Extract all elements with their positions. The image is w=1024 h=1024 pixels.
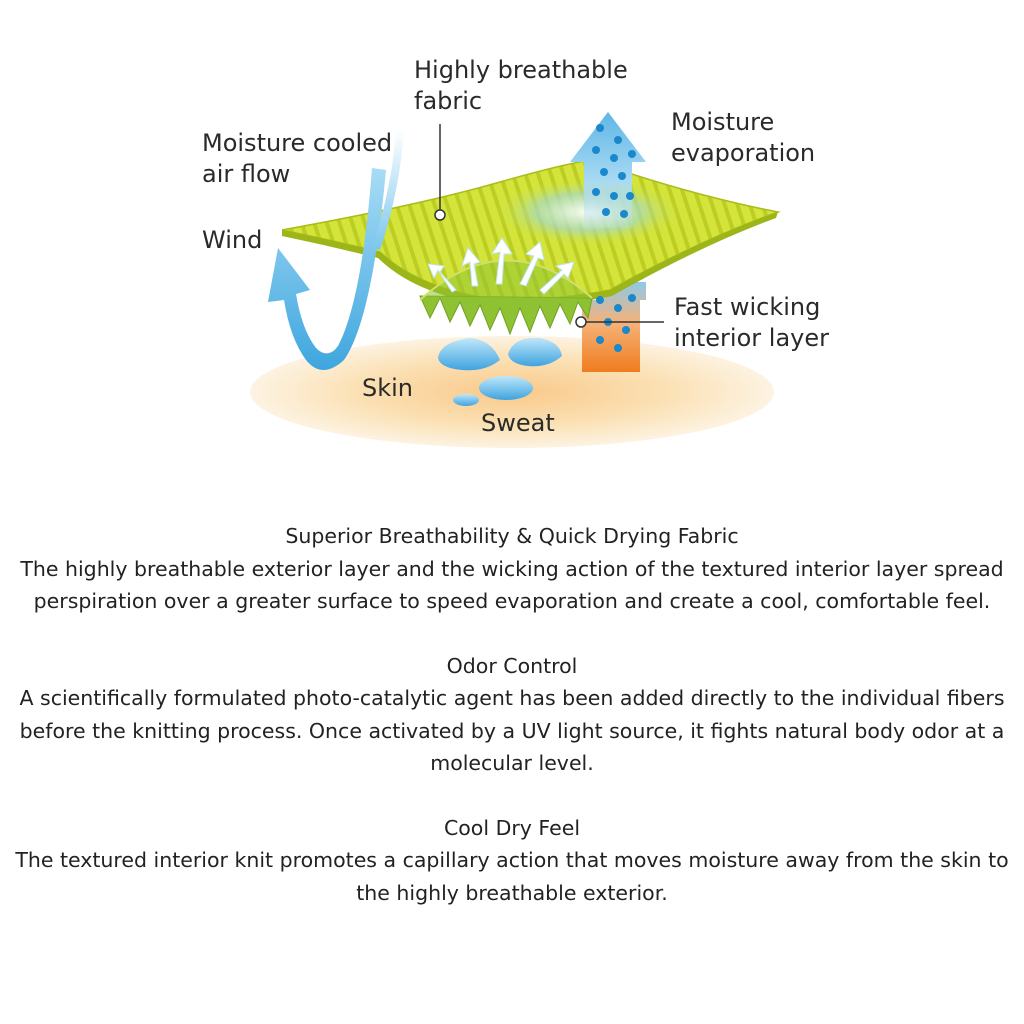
label-skin: Skin — [362, 374, 414, 402]
label-breathable-fabric-line2: fabric — [414, 87, 483, 115]
section-heading: Cool Dry Feel — [443, 815, 581, 840]
section-body: The highly breathable exterior layer and the wicking action of the textured interior layer spread perspiration over a greater surface to speed evaporation and create a cool, comfortable feel. — [20, 556, 1004, 613]
section-heading: Superior Breathability & Quick Drying Fabric — [285, 524, 739, 548]
section-odor-control — [10, 650, 1014, 780]
section-heading: Odor Control — [446, 653, 578, 678]
fabric-diagram — [0, 0, 1024, 470]
label-moisture-cooled-line1: Moisture cooled — [202, 129, 393, 157]
label-breathable-fabric-line1: Highly breathable — [414, 56, 628, 84]
wind-arrow — [268, 168, 386, 370]
label-moisture-evaporation-line2: evaporation — [671, 139, 816, 167]
section-cool-dry-feel — [10, 812, 1014, 910]
section-body: A scientifically formulated photo-catalytic agent has been added directly to the individual fibers before the knitting process. Once activated by a UV light source, it fights natural body odor at a molecular level. — [19, 686, 1005, 775]
label-fast-wicking-line2: interior layer — [674, 324, 829, 352]
label-moisture-evaporation-line1: Moisture — [671, 108, 775, 136]
label-fast-wicking-line1: Fast wicking — [674, 293, 821, 321]
feature-descriptions — [10, 520, 1014, 941]
label-moisture-cooled-line2: air flow — [202, 160, 291, 188]
label-wind: Wind — [202, 226, 263, 254]
interior-wicking-teeth — [420, 296, 592, 334]
section-body: The textured interior knit promotes a capillary action that moves moisture away from the skin to the highly breathable exterior. — [15, 848, 1009, 905]
section-breathability — [10, 520, 1014, 618]
label-sweat: Sweat — [481, 409, 555, 437]
